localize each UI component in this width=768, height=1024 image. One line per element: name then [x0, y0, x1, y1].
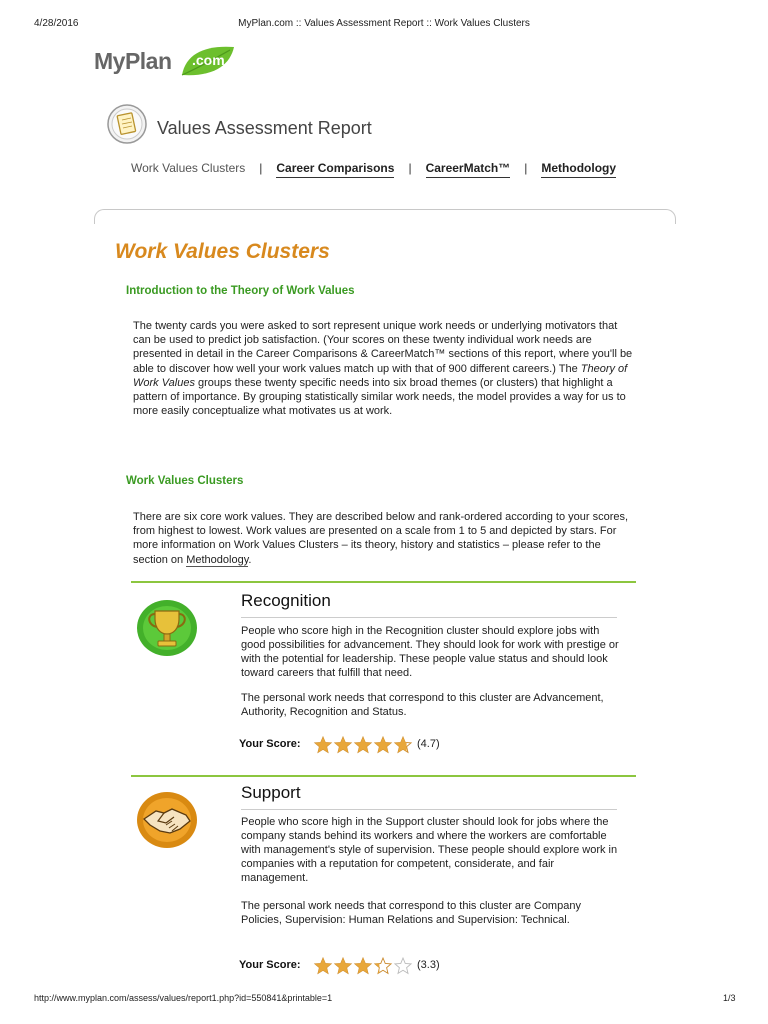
clusters-paragraph: There are six core work values. They are described below and rank-ordered according to your scores, from highest to lowest. Work values are presented on a scale from 1 to 5 and depicted by stars. For more information on Work Values Clusters – its theory, history and statistics – please refer to the section on Methodology.: [133, 511, 629, 566]
cluster-title: Recognition: [241, 591, 331, 610]
content-panel-border: [94, 209, 676, 224]
cluster-divider: [131, 581, 636, 583]
cluster-divider: [131, 775, 636, 777]
star-fill: [315, 737, 331, 752]
cluster-title-rule: [241, 809, 617, 810]
score-label: Your Score:: [239, 738, 301, 750]
score-value: (3.3): [417, 959, 440, 971]
star-fill: [315, 958, 331, 973]
report-notepad-icon: [107, 104, 147, 144]
nav-link-methodology[interactable]: Methodology: [541, 161, 616, 178]
nav-link-careermatch[interactable]: CareerMatch™: [426, 161, 511, 178]
nav-current-work-values-clusters: Work Values Clusters: [131, 161, 246, 175]
star-rating: [313, 735, 413, 755]
star-rating: [313, 956, 413, 976]
cluster-needs: The personal work needs that correspond to this cluster are Company Policies, Supervision: Human Relations and Supervision: Technical.: [241, 900, 581, 927]
intro-paragraph: The twenty cards you were asked to sort represent unique work needs or underlying motivators that can be used to predict job satisfaction. (Your scores on these twenty individual work needs are presented in detail in the Career Comparisons & CareerMatch™ sections of this report, where you'll be able to discover how well your work values match up with that of 900 different careers.) The Theory of Work Values groups these twenty specific needs into six broad themes (or clusters) that highlight a pattern of importance. By grouping statistically similar work needs, the model provides a way for us to more easily conceptualize what motivates us at work.: [133, 320, 633, 418]
star-fill: [335, 958, 351, 973]
star-fill: [335, 737, 351, 752]
print-title: MyPlan.com :: Values Assessment Report :: Work Values Clusters: [238, 18, 530, 29]
report-nav: [131, 161, 616, 178]
report-title: Values Assessment Report: [157, 118, 372, 138]
cluster-title-rule: [241, 617, 617, 618]
cluster-score: [239, 959, 440, 971]
nav-separator: |: [524, 161, 528, 175]
logo-text: MyPlan: [94, 48, 172, 74]
cluster-score: [239, 738, 440, 750]
print-date: 4/28/2016: [34, 18, 79, 29]
trophy-icon: [136, 597, 198, 659]
star-fill: [355, 737, 371, 752]
cluster-description: People who score high in the Recognition cluster should explore jobs with good possibilities for advancement. They should look for work with prestige or with the potential for leadership. These people value status and should look toward careers that fulfill that need.: [241, 625, 619, 680]
score-label: Your Score:: [239, 959, 301, 971]
star-fill: [355, 958, 371, 973]
cluster-description: People who score high in the Support cluster should look for jobs where the company stands behind its workers and where the workers are comfortable with management's style of supervision. These people should explore work in companies with a reputation for competent, considerate, and fair management.: [241, 816, 618, 885]
print-page-number: 1/3: [723, 993, 736, 1003]
methodology-link[interactable]: Methodology: [186, 553, 249, 566]
logo-dotcom: .com: [192, 52, 225, 68]
nav-separator: |: [259, 161, 263, 175]
myplan-logo[interactable]: [94, 40, 244, 84]
cluster-needs: The personal work needs that correspond to this cluster are Advancement, Authority, Recognition and Status.: [241, 692, 604, 719]
print-url: http://www.myplan.com/assess/values/report1.php?id=550841&printable=1: [34, 993, 333, 1003]
clusters-heading: Work Values Clusters: [126, 475, 244, 487]
intro-heading: Introduction to the Theory of Work Values: [126, 285, 355, 297]
page-heading: Work Values Clusters: [115, 240, 330, 263]
star-fill: [375, 737, 391, 752]
score-value: (4.7): [417, 738, 440, 750]
star-outline: [395, 958, 411, 973]
handshake-icon: [136, 789, 198, 851]
nav-link-career-comparisons[interactable]: Career Comparisons: [276, 161, 394, 178]
nav-separator: |: [408, 161, 412, 175]
cluster-title: Support: [241, 783, 301, 802]
